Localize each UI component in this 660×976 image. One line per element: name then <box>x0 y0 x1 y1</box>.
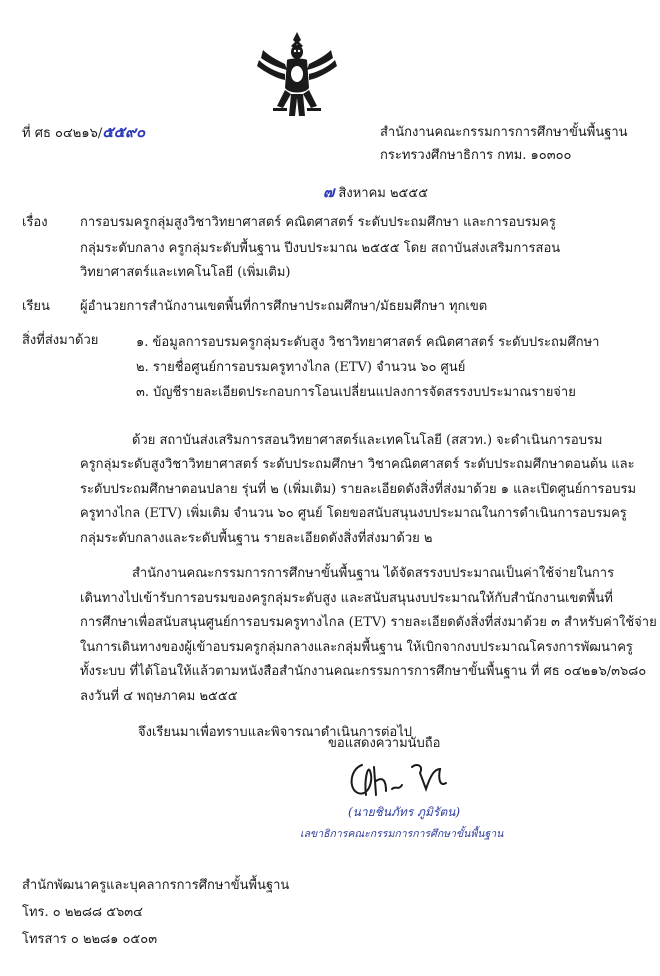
subject-line: กลุ่มระดับกลาง ครูกลุ่มระดับพื้นฐาน ปีงบประมาณ ๒๕๕๕ โดย สถาบันส่งเสริมการสอน <box>80 241 561 256</box>
body-line: เดินทางไปเข้ารับการอบรมของครูกลุ่มระดับสูง และสนับสนุนงบประมาณให้กับสำนักงานเขตพื้นที่ <box>80 591 613 606</box>
sender-address: กระทรวงศึกษาธิการ กทม. ๑๐๓๐๐ <box>380 148 572 163</box>
body-line: สำนักงานคณะกรรมการการศึกษาขั้นพื้นฐาน ได้จัดสรรงบประมาณเป็นค่าใช้จ่ายในการ <box>132 566 615 581</box>
body-line: ครูทางไกล (ETV) เพิ่มเติม จำนวน ๖๐ ศูนย์ โดยขอสนับสนุนงบประมาณในการดำเนินการอบรมครู <box>80 506 627 521</box>
subject-line: วิทยาศาสตร์และเทคโนโลยี (เพิ่มเติม) <box>80 265 291 280</box>
enclosure-label: สิ่งที่ส่งมาด้วย <box>22 333 99 348</box>
to-label: เรียน <box>22 299 50 314</box>
body-line: ในการเดินทางของผู้เข้าอบรมครูกลุ่มกลางและกลุ่มพื้นฐาน ให้เบิกจากงบประมาณโครงการพัฒนาครู <box>80 640 633 655</box>
footer-phone: โทร. ๐ ๒๒๘๘ ๕๖๓๔ <box>22 905 144 920</box>
footer-fax: โทรสาร ๐ ๒๒๘๑ ๐๕๐๓ <box>22 932 158 947</box>
enclosure-item: ๓. บัญชีรายละเอียดประกอบการโอนเปลี่ยนแปลงการจัดสรรงบประมาณรายจ่าย <box>136 385 576 400</box>
signer-name: (นายชินภัทร ภูมิรัตน) <box>348 805 461 819</box>
body-line: ครูกลุ่มระดับสูงวิชาวิทยาศาสตร์ ระดับประถมศึกษา วิชาคณิตศาสตร์ ระดับประถมศึกษาตอนต้น และ <box>80 457 635 472</box>
body-line: กลุ่มระดับกลางและระดับพื้นฐาน รายละเอียดดังสิ่งที่ส่งมาด้วย ๒ <box>80 531 433 546</box>
closing-request: จึงเรียนมาเพื่อทราบและพิจารณาดำเนินการต่อไป <box>138 725 412 740</box>
doc-number <box>22 124 145 142</box>
enclosure-item: ๒. รายชื่อศูนย์การอบรมครูทางไกล (ETV) จำนวน ๖๐ ศูนย์ <box>136 360 466 375</box>
sender-org: สำนักงานคณะกรรมการการศึกษาขั้นพื้นฐาน <box>380 125 628 140</box>
doc-number-label: ที่ ศธ <box>22 126 51 141</box>
signature-icon <box>340 755 470 805</box>
to-recipient: ผู้อำนวยการสำนักงานเขตพื้นที่การศึกษาประถมศึกษา/มัธยมศึกษา ทุกเขต <box>80 299 488 314</box>
signer-title: เลขาธิการคณะกรรมการการศึกษาขั้นพื้นฐาน <box>300 828 504 840</box>
doc-number-value: ๐๔๒๑๖/ <box>55 126 103 141</box>
closing-salutation: ขอแสดงความนับถือ <box>328 736 441 751</box>
enclosure-item: ๑. ข้อมูลการอบรมครูกลุ่มระดับสูง วิชาวิทยาศาสตร์ คณิตศาสตร์ ระดับประถมศึกษา <box>136 335 600 350</box>
garuda-emblem-icon <box>255 30 339 122</box>
date-day-handwritten: ๗ <box>323 183 335 201</box>
body-line: ลงวันที่ ๔ พฤษภาคม ๒๕๕๕ <box>80 689 238 704</box>
body-line: ทั้งระบบ ที่ได้โอนให้แล้วตามหนังสือสำนักงานคณะกรรมการการศึกษาขั้นพื้นฐาน ที่ ศธ ๐๔๒๑๖/๓๖๘๐ <box>80 664 647 679</box>
footer-office: สำนักพัฒนาครูและบุคลากรการศึกษาขั้นพื้นฐาน <box>22 878 290 893</box>
body-line: ระดับประถมศึกษาตอนปลาย รุ่นที่ ๒ (เพิ่มเติม) รายละเอียดดังสิ่งที่ส่งมาด้วย ๑ และเปิดศูนย์การอบรม <box>80 482 637 497</box>
subject-line: การอบรมครูกลุ่มสูงวิชาวิทยาศาสตร์ คณิตศาสตร์ ระดับประถมศึกษา และการอบรมครู <box>80 215 556 230</box>
body-line: ด้วย สถาบันส่งเสริมการสอนวิทยาศาสตร์และเทคโนโลยี (สสวท.) จะดำเนินการอบรม <box>132 433 603 448</box>
letter-date <box>323 184 428 202</box>
doc-number-handwritten: ๕๕๙๐ <box>102 123 146 141</box>
body-line: การศึกษาเพื่อสนับสนุนศูนย์การอบรมครูทางไกล (ETV) รายละเอียดดังสิ่งที่ส่งมาด้วย ๓ สำหรับค่าใช้จ่าย <box>80 615 657 630</box>
subject-label: เรื่อง <box>22 215 48 230</box>
date-month-year: สิงหาคม ๒๕๕๕ <box>338 186 429 201</box>
